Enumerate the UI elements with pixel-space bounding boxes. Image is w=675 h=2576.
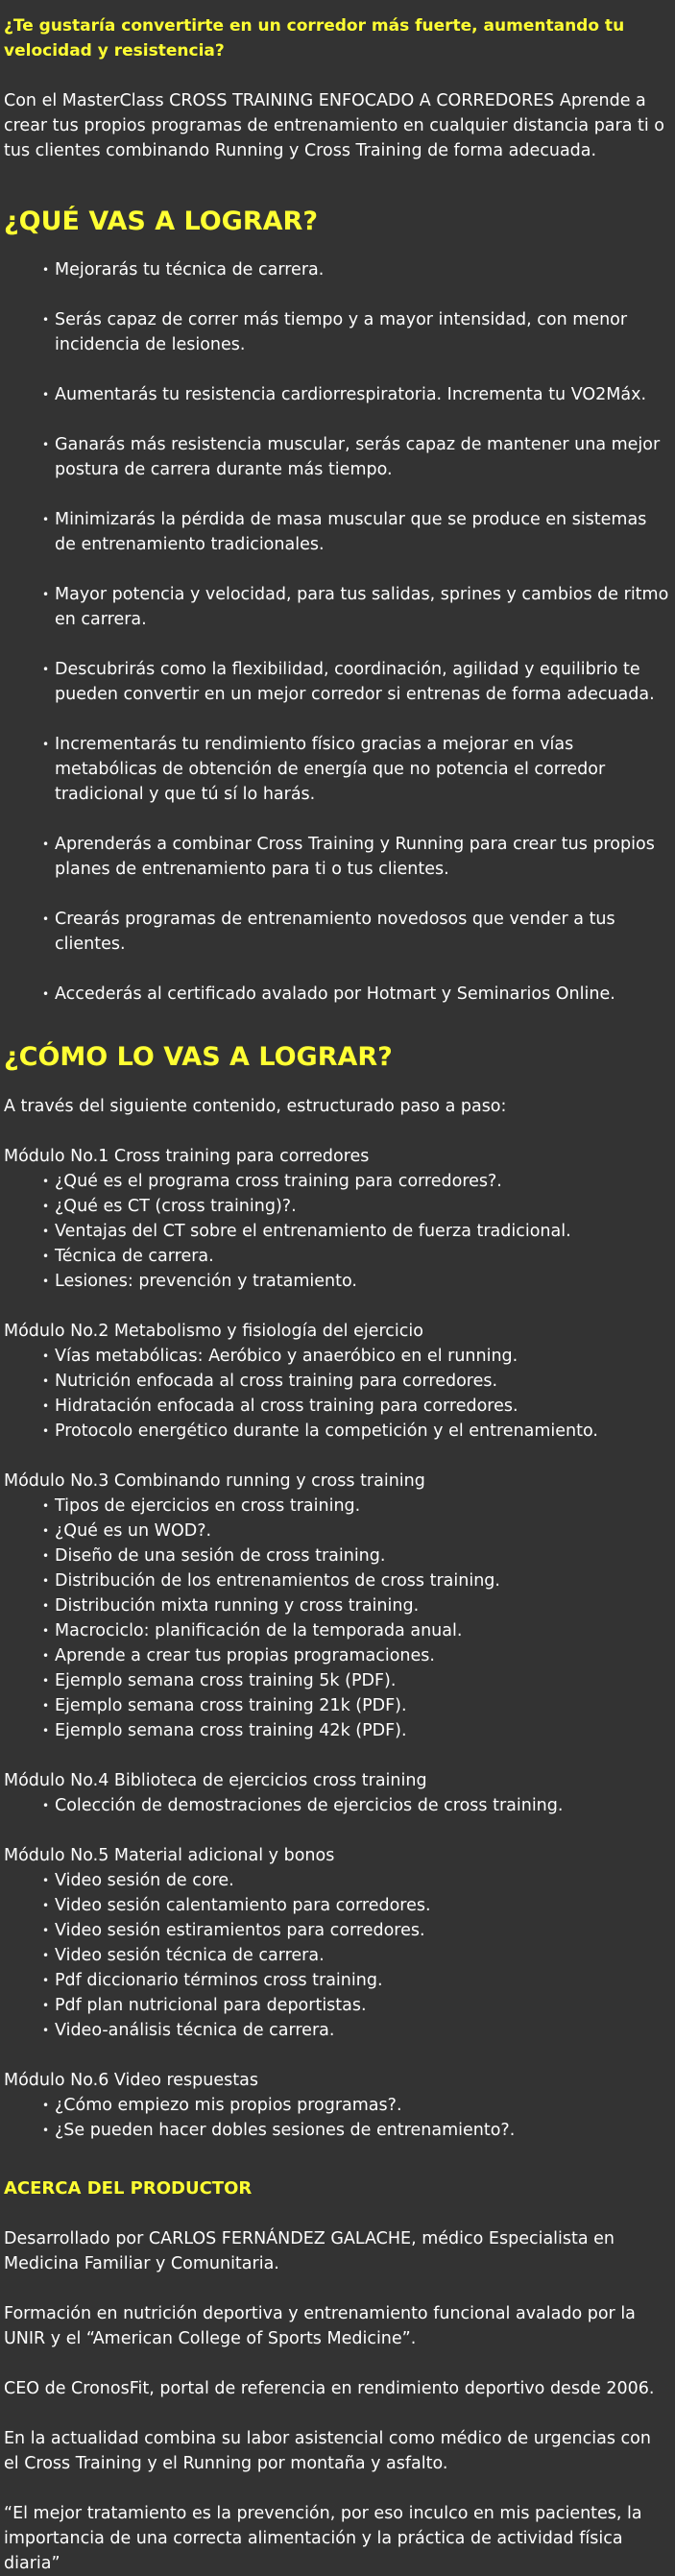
benefit-item: • Minimizarás la pérdida de masa muscular que se produce en sistemas de entrenamiento tradicionales.	[4, 507, 671, 557]
achieve-heading: ¿QUÉ VAS A LOGRAR?	[4, 207, 318, 236]
module-topic: • Pdf plan nutricional para deportistas.	[4, 1993, 671, 2018]
module-topic: • Protocolo energético durante la competición y el entrenamiento.	[4, 1419, 671, 1444]
how-heading: ¿CÓMO LO VAS A LOGRAR?	[4, 1042, 393, 1072]
module-3	[4, 1469, 671, 1743]
module-5	[4, 1843, 671, 2043]
module-topic-list	[4, 1169, 671, 1294]
module-topic: • Ejemplo semana cross training 42k (PDF).	[4, 1718, 671, 1743]
module-topic: • ¿Qué es un WOD?.	[4, 1519, 671, 1543]
module-topic: • Técnica de carrera.	[4, 1244, 671, 1269]
benefit-item: • Mayor potencia y velocidad, para tus salidas, sprines y cambios de ritmo en carrera.	[4, 582, 671, 632]
module-topic-list	[4, 1494, 671, 1743]
module-title: Módulo No.2 Metabolismo y fisiología del ejercicio	[4, 1322, 423, 1341]
module-title: Módulo No.5 Material adicional y bonos	[4, 1846, 335, 1865]
module-topic: • Distribución mixta running y cross training.	[4, 1593, 671, 1618]
module-title: Módulo No.6 Video respuestas	[4, 2071, 258, 2090]
benefit-item: • Ganarás más resistencia muscular, serás capaz de mantener una mejor postura de carrera durante más tiempo.	[4, 432, 671, 482]
about-heading: ACERCA DEL PRODUCTOR	[4, 2178, 253, 2199]
module-topic: • Diseño de una sesión de cross training.	[4, 1543, 671, 1568]
module-title: Módulo No.1 Cross training para corredores	[4, 1147, 370, 1166]
module-title: Módulo No.4 Biblioteca de ejercicios cross training	[4, 1771, 427, 1790]
module-title: Módulo No.3 Combinando running y cross training	[4, 1471, 425, 1491]
benefit-item: • Descubrirás como la flexibilidad, coordinación, agilidad y equilibrio te pueden convertir en un mejor corredor si entrenas de forma adecuada.	[4, 657, 671, 707]
module-2	[4, 1319, 671, 1444]
module-1	[4, 1144, 671, 1294]
module-topic: • Ejemplo semana cross training 21k (PDF).	[4, 1693, 671, 1718]
module-topic-list	[4, 1344, 671, 1444]
module-6	[4, 2068, 671, 2143]
module-topic: • Video sesión calentamiento para corredores.	[4, 1893, 671, 1918]
module-topic: • ¿Qué es el programa cross training para corredores?.	[4, 1169, 671, 1194]
about-paragraph: CEO de CronosFit, portal de referencia en rendimiento deportivo desde 2006.	[4, 2379, 655, 2398]
about-quote: “El mejor tratamiento es la prevención, por eso inculco en mis pacientes, la importancia de una correcta alimentación y la práctica de actividad física diaria”	[4, 2504, 642, 2573]
module-topic: • Macrociclo: planificación de la temporada anual.	[4, 1618, 671, 1643]
module-topic: • Video-análisis técnica de carrera.	[4, 2018, 671, 2043]
module-topic: • Pdf diccionario términos cross training.	[4, 1968, 671, 1993]
module-topic: • Vías metabólicas: Aeróbico y anaeróbico en el running.	[4, 1344, 671, 1369]
hero-question: ¿Te gustaría convertirte en un corredor más fuerte, aumentando tu velocidad y resistencia?	[4, 16, 625, 61]
about-paragraph: En la actualidad combina su labor asistencial como médico de urgencias con el Cross Training y el Running por montaña y asfalto.	[4, 2429, 651, 2473]
module-topic-list	[4, 2093, 671, 2143]
module-topic: • ¿Cómo empiezo mis propios programas?.	[4, 2093, 671, 2118]
benefit-item: • Accederás al certificado avalado por Hotmart y Seminarios Online.	[4, 982, 671, 1007]
module-topic: • Colección de demostraciones de ejercicios de cross training.	[4, 1793, 671, 1818]
benefit-item: • Incrementarás tu rendimiento físico gracias a mejorar en vías metabólicas de obtención de energía que no potencia el corredor tradicional y que tú sí lo harás.	[4, 732, 671, 807]
module-topic: • Video sesión de core.	[4, 1868, 671, 1893]
module-4	[4, 1768, 671, 1818]
module-topic-list	[4, 1793, 671, 1818]
benefits-list	[4, 257, 671, 1007]
benefit-item: • Aumentarás tu resistencia cardiorrespiratoria. Incrementa tu VO2Máx.	[4, 382, 671, 407]
about-paragraph: Desarrollado por CARLOS FERNÁNDEZ GALACHE, médico Especialista en Medicina Familiar y Comunitaria.	[4, 2229, 615, 2273]
module-topic: • Ejemplo semana cross training 5k (PDF).	[4, 1668, 671, 1693]
module-topic: • Tipos de ejercicios en cross training.	[4, 1494, 671, 1519]
module-topic: • Nutrición enfocada al cross training para corredores.	[4, 1369, 671, 1394]
benefit-item: • Crearás programas de entrenamiento novedosos que vender a tus clientes.	[4, 907, 671, 957]
module-topic: • Video sesión técnica de carrera.	[4, 1943, 671, 1968]
module-topic: • Lesiones: prevención y tratamiento.	[4, 1269, 671, 1294]
module-topic-list	[4, 1868, 671, 2043]
benefit-item: • Aprenderás a combinar Cross Training y Running para crear tus propios planes de entrenamiento para ti o tus clientes.	[4, 832, 671, 882]
module-topic: • Video sesión estiramientos para corredores.	[4, 1918, 671, 1943]
module-topic: • Ventajas del CT sobre el entrenamiento de fuerza tradicional.	[4, 1219, 671, 1244]
module-topic: • ¿Se pueden hacer dobles sesiones de entrenamiento?.	[4, 2118, 671, 2143]
how-intro: A través del siguiente contenido, estructurado paso a paso:	[4, 1097, 507, 1116]
intro-paragraph: Con el MasterClass CROSS TRAINING ENFOCADO A CORREDORES Aprende a crear tus propios programas de entrenamiento en cualquier distancia para ti o tus clientes combinando Running y Cross Training de forma adecuada.	[4, 91, 664, 160]
module-topic: • ¿Qué es CT (cross training)?.	[4, 1194, 671, 1219]
module-topic: • Hidratación enfocada al cross training para corredores.	[4, 1394, 671, 1419]
about-paragraph: Formación en nutrición deportiva y entrenamiento funcional avalado por la UNIR y el “American College of Sports Medicine”.	[4, 2304, 636, 2348]
benefit-item: • Serás capaz de correr más tiempo y a mayor intensidad, con menor incidencia de lesiones.	[4, 307, 671, 357]
benefit-item: • Mejorarás tu técnica de carrera.	[4, 257, 671, 282]
module-topic: • Distribución de los entrenamientos de cross training.	[4, 1568, 671, 1593]
module-topic: • Aprende a crear tus propias programaciones.	[4, 1643, 671, 1668]
